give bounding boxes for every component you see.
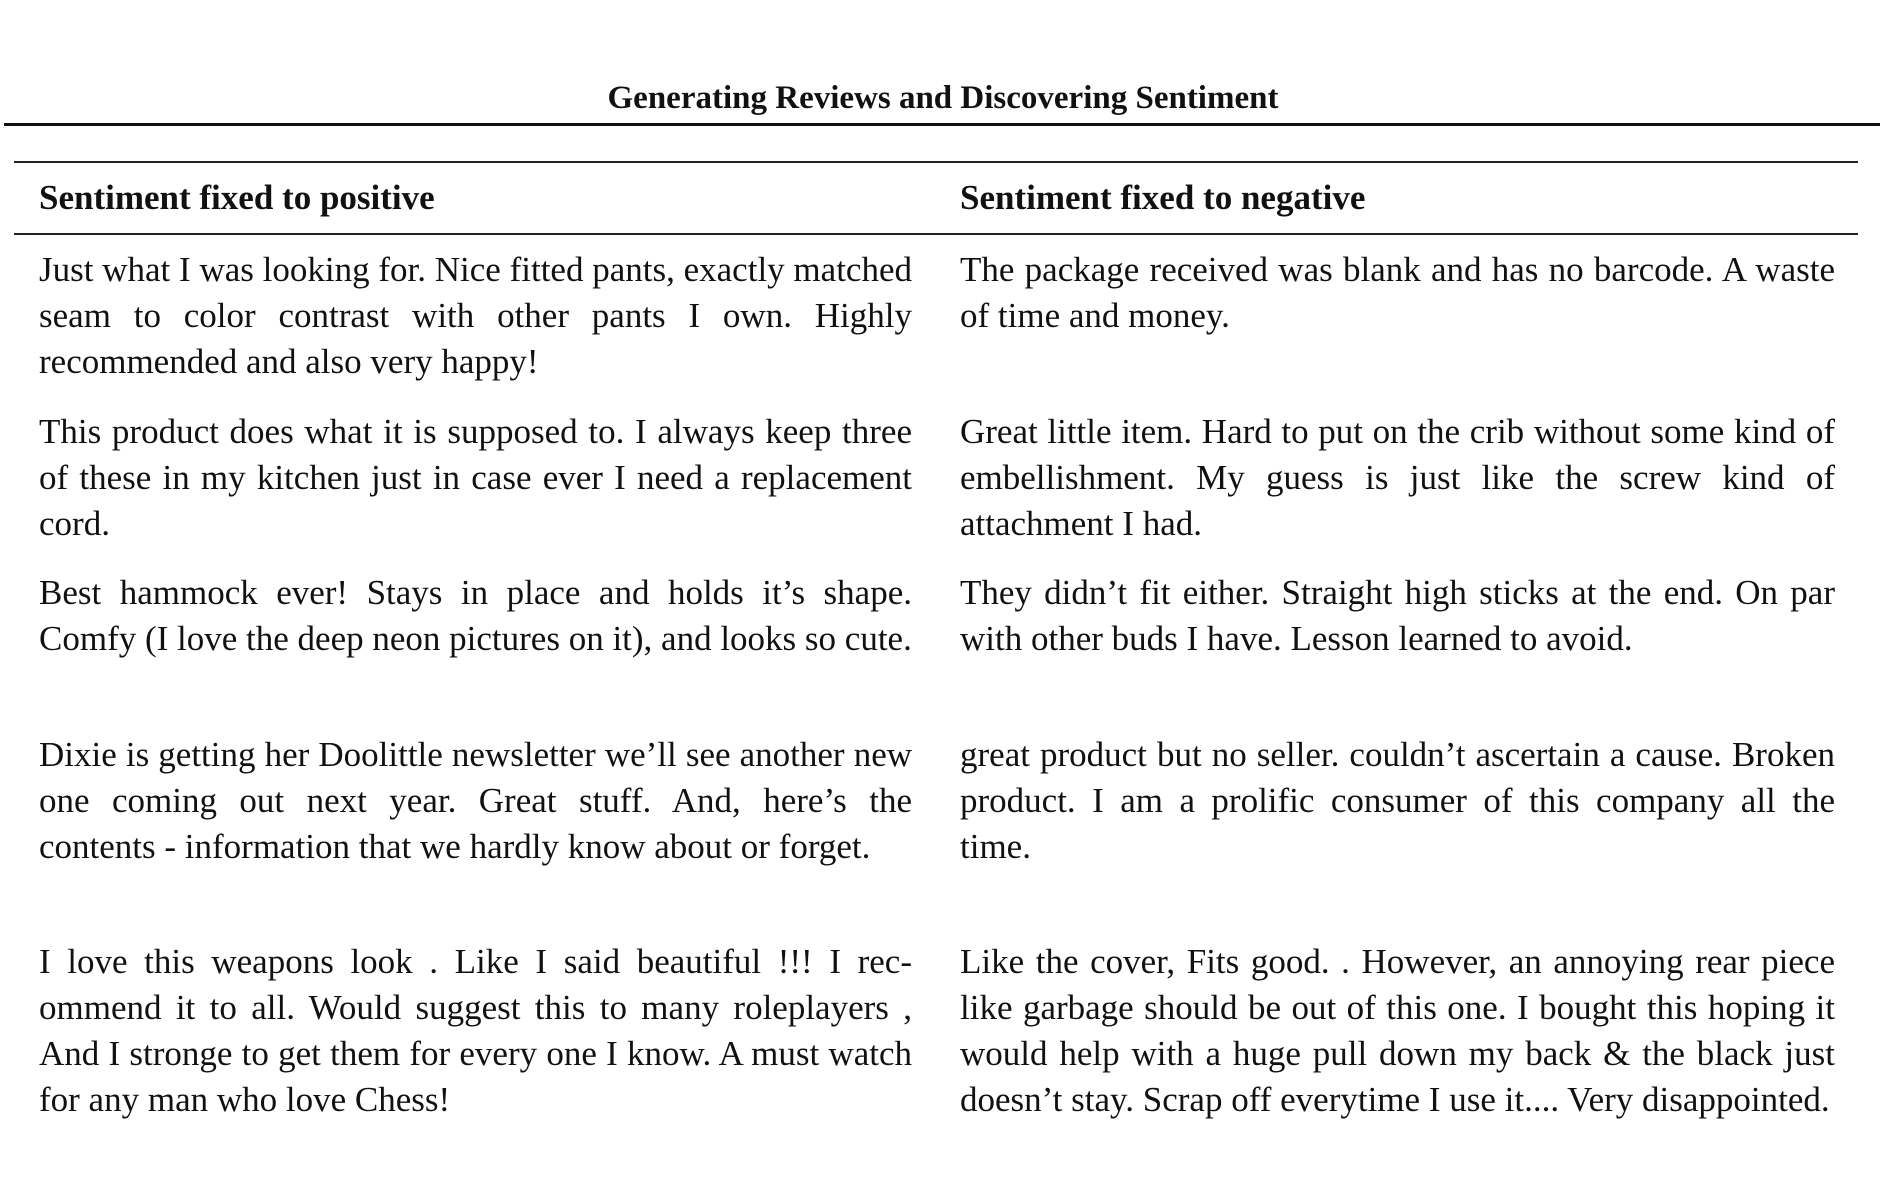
- positive-review-3: Best hammock ever! Stays in place and holds it’s shape. Comfy (I love the deep neon pictures on it), and looks so cute.: [39, 573, 912, 658]
- table-top-rule: [14, 161, 1858, 163]
- negative-review-2: Great little item. Hard to put on the crib without some kind of embellishment. My guess is just like the screw kind of attachment I had.: [960, 412, 1835, 543]
- positive-review-2: This product does what it is supposed to. I always keep three of these in my kitchen just in case ever I need a replacement cord.: [39, 412, 912, 543]
- negative-review-3: They didn’t fit either. Straight high sticks at the end. On par with other buds I have. Lesson learned to avoid.: [960, 573, 1835, 658]
- running-header: Generating Reviews and Discovering Sentiment: [607, 80, 1279, 116]
- header-rule: [4, 123, 1880, 126]
- column-header-positive: Sentiment fixed to positive: [39, 178, 435, 217]
- table-header-rule: [14, 233, 1858, 235]
- positive-review-4: Dixie is getting her Doolittle newsletter we’ll see another new one coming out next year. Great stuff. And, here’s the contents - information that we hardly know about or forget.: [39, 735, 912, 866]
- negative-review-5: Like the cover, Fits good. . However, an annoying rear piece like garbage should be out of this one. I bought this hoping it would help with a huge pull down my back & the black just doesn’t stay. Scrap off everytime I use it.... Very disappointed.: [960, 942, 1835, 1119]
- positive-review-1: Just what I was looking for. Nice fitted pants, exactly matched seam to color contrast with other pants I own. Highly recommended and also very happy!: [39, 250, 912, 381]
- column-header-negative: Sentiment fixed to negative: [960, 178, 1366, 217]
- positive-review-5: I love this weapons look . Like I said beautiful !!! I recommend it to all. Would suggest this to many roleplayers , And I stronge to get them for every one I know. A must watch for any man who love Chess!: [39, 942, 912, 1119]
- negative-review-4: great product but no seller. couldn’t ascertain a cause. Broken product. I am a prolific consumer of this company all the time.: [960, 735, 1835, 866]
- negative-review-1: The package received was blank and has no barcode. A waste of time and money.: [960, 250, 1835, 335]
